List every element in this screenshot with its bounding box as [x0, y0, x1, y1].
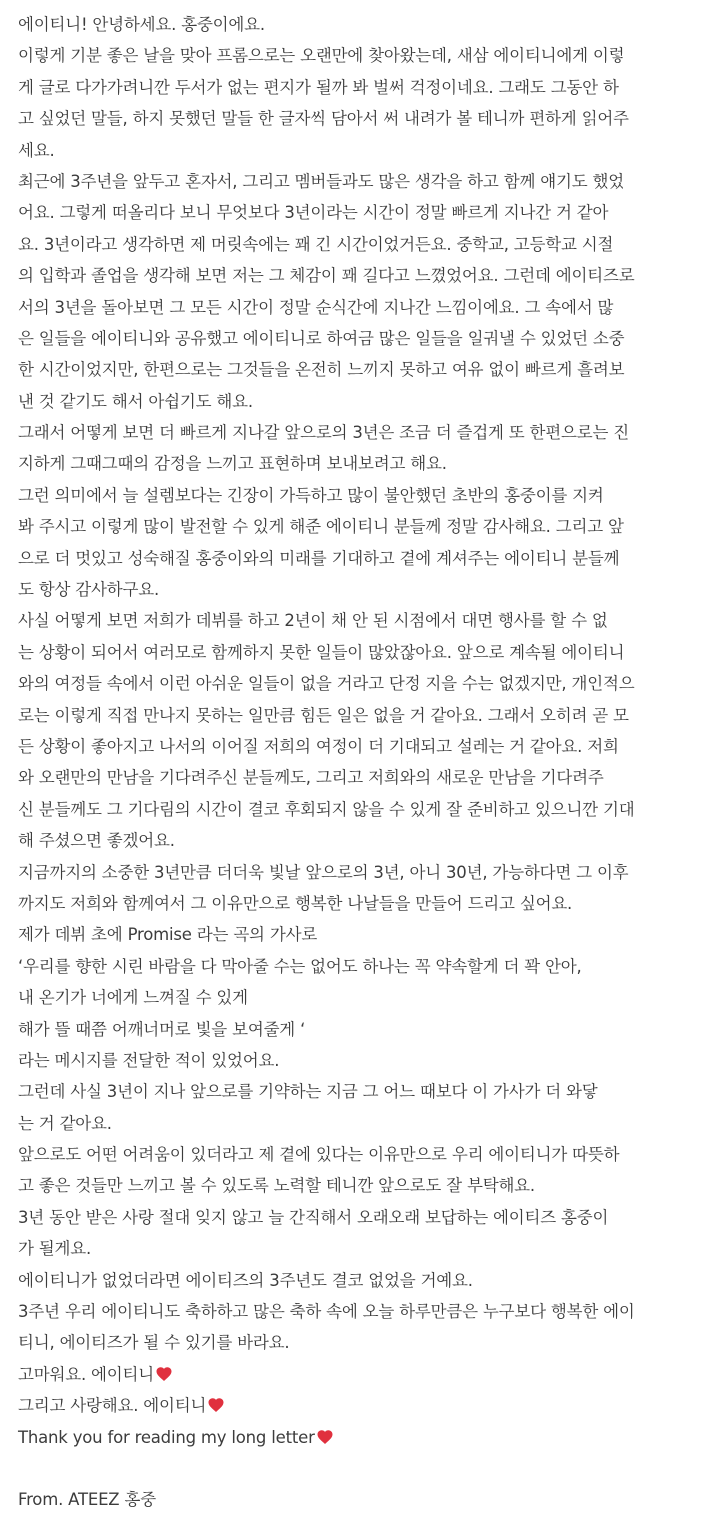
letter-line: 최근에 3주년을 앞두고 혼자서, 그리고 멤버들과도 많은 생각을 하고 함께 얘기도 했었 [18, 171, 624, 191]
letter-line: 에이티니가 없었더라면 에이티즈의 3주년도 결코 없었을 거예요. [18, 1270, 473, 1290]
letter-line-thanks [18, 1359, 718, 1390]
letter-line: 그런데 사실 3년이 지나 앞으로를 기약하는 지금 그 어느 때보다 이 가사가 더 와닿 [18, 1082, 598, 1102]
letter-line: 해가 뜰 때쯤 어깨너머로 빛을 보여줄게 ‘ [18, 1019, 306, 1039]
letter-line: 이렇게 기분 좋은 날을 맞아 프롬으로는 오랜만에 찾아왔는데, 새삼 에이티니에게 이렇 [18, 46, 625, 66]
letter-line: 앞으로도 어떤 어려움이 있더라고 제 곁에 있다는 이유만으로 우리 에이티니가 따뜻하 [18, 1145, 620, 1165]
letter-line: 의 입학과 졸업을 생각해 보면 저는 그 체감이 꽤 길다고 느꼈었어요. 그런데 에이티즈로 [18, 266, 635, 286]
letter-line: 에이티니! 안녕하세요. 홍중이에요. [18, 15, 265, 34]
letter-body [18, 9, 718, 1516]
letter-line: 와 오랜만의 만남을 기다려주신 분들께도, 그리고 저희와의 새로운 만남을 기다려주 [18, 768, 604, 788]
letter-line: ‘우리를 향한 시린 바람을 다 막아줄 수는 없어도 하나는 꼭 약속할게 더 꽉 안아, [18, 956, 582, 976]
letter-line: 와의 여정들 속에서 이런 아쉬운 일들이 없을 거라고 단정 지을 수는 없겠지만, 개인적으 [18, 674, 635, 694]
letter-line-text: 고마워요. 에이티니 [18, 1364, 155, 1384]
heart-icon [207, 1396, 225, 1414]
letter-line: 가 될게요. [18, 1239, 92, 1259]
letter-line-text: Thank you for reading my long letter [18, 1427, 315, 1447]
letter-line: 한 시간이었지만, 한편으로는 그것들을 온전히 느끼지 못하고 여유 없이 빠르게 흘려보 [18, 360, 625, 380]
letter-line: 지금까지의 소중한 3년만큼 더더욱 빛날 앞으로의 3년, 아니 30년, 가능하다면 그 이후 [18, 862, 629, 882]
letter-line: 서의 3년을 돌아보면 그 모든 시간이 정말 순식간에 지나간 느낌이에요. 그 속에서 많 [18, 297, 614, 317]
letter-line: 티니, 에이티즈가 될 수 있기를 바라요. [18, 1333, 290, 1353]
letter-line: 도 항상 감사하구요. [18, 580, 160, 600]
letter-line: 든 상황이 좋아지고 나서의 이어질 저희의 여정이 더 기대되고 설레는 거 같아요. 저희 [18, 736, 619, 756]
letter-line: 그래서 어떻게 보면 더 빠르게 지나갈 앞으로의 3년은 조금 더 즐겁게 또 한편으로는 진 [18, 423, 630, 443]
letter-line: 고 좋은 것들만 느끼고 볼 수 있도록 노력할 테니깐 앞으로도 잘 부탁해요. [18, 1176, 535, 1196]
letter-line: 제가 데뷔 초에 Promise 라는 곡의 가사로 [18, 925, 318, 945]
letter-line: 고 싶었던 말들, 하지 못했던 말들 한 글자씩 담아서 써 내려가 볼 테니까 편하게 읽어주 [18, 109, 629, 129]
heart-icon [155, 1365, 173, 1383]
letter-line: 낸 것 같기도 해서 아쉽기도 해요. [18, 391, 253, 411]
blank-line [18, 1453, 718, 1484]
letter-signature: From. ATEEZ 홍중 [18, 1490, 156, 1510]
letter-line: 봐 주시고 이렇게 많이 발전할 수 있게 해준 에이티니 분들께 정말 감사해요. 그리고 앞 [18, 517, 624, 537]
letter-line: 요. 3년이라고 생각하면 제 머릿속에는 꽤 긴 시간이었거든요. 중학교, 고등학교 시절 [18, 234, 614, 254]
letter-line-text: 그리고 사랑해요. 에이티니 [18, 1396, 207, 1416]
letter-line: 신 분들께도 그 기다림의 시간이 결코 후회되지 않을 수 있게 잘 준비하고 있으니깐 기대 [18, 799, 635, 819]
letter-line: 라는 메시지를 전달한 적이 있었어요. [18, 1050, 280, 1070]
letter-line: 3주년 우리 에이티니도 축하하고 많은 축하 속에 오늘 하루만큼은 누구보다 행복한 에이 [18, 1302, 635, 1322]
letter-line: 어요. 그렇게 떠올리다 보니 무엇보다 3년이라는 시간이 정말 빠르게 지나간 거 같아 [18, 203, 609, 223]
letter-line: 로는 이렇게 직접 만나지 못하는 일만큼 힘든 일은 없을 거 같아요. 그래서 오히려 곧 모 [18, 705, 629, 725]
letter-line: 은 일들을 에이티니와 공유했고 에이티니로 하여금 많은 일들을 일궈낼 수 있었던 소중 [18, 328, 625, 348]
letter-line: 내 온기가 너에게 느껴질 수 있게 [18, 988, 248, 1008]
letter-line: 사실 어떻게 보면 저희가 데뷔를 하고 2년이 채 안 된 시점에서 대면 행사를 할 수 없 [18, 611, 608, 631]
letter-line: 3년 동안 받은 사랑 절대 잊지 않고 늘 간직해서 오래오래 보답하는 에이티즈 홍중이 [18, 1207, 609, 1227]
letter-line-english [18, 1422, 718, 1453]
letter-line: 게 글로 다가가려니깐 두서가 없는 편지가 될까 봐 벌써 걱정이네요. 그래도 그동안 하 [18, 77, 619, 97]
letter-line: 지하게 그때그때의 감정을 느끼고 표현하며 보내보려고 해요. [18, 454, 447, 474]
heart-icon [316, 1428, 334, 1446]
letter-line: 세요. [18, 140, 55, 160]
letter-line: 는 상황이 되어서 여러모로 함께하지 못한 일들이 많았잖아요. 앞으로 계속될 에이티니 [18, 642, 625, 662]
letter-line: 까지도 저희와 함께여서 그 이유만으로 행복한 나날들을 만들어 드리고 싶어요. [18, 893, 573, 913]
letter-line-love [18, 1390, 718, 1421]
letter-line: 그런 의미에서 늘 설렘보다는 긴장이 가득하고 많이 불안했던 초반의 홍중이를 지켜 [18, 485, 604, 505]
letter-line: 으로 더 멋있고 성숙해질 홍중이와의 미래를 기대하고 곁에 계셔주는 에이티니 분들께 [18, 548, 620, 568]
letter-line: 해 주셨으면 좋겠어요. [18, 831, 175, 851]
letter-line: 는 거 같아요. [18, 1113, 112, 1133]
